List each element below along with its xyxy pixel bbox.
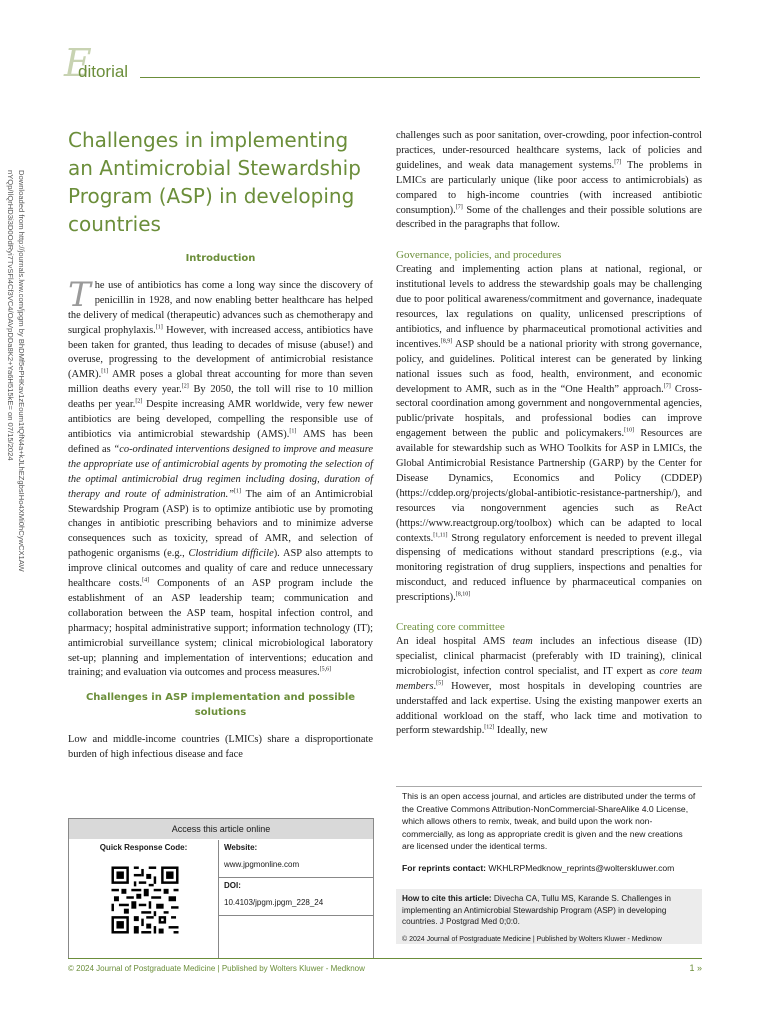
core-committee-paragraph [396,635,702,739]
open-access-text: This is an open access journal, and articles are distributed under the terms of the Creative Commons Attribution-NonCommercial-ShareAlike 4.0 License, which allows others to remix, tweak, and build upon the work non-commercially, as long as appropriate credit is given and the new creations are licensed under the identical terms. [402,791,696,852]
header-section-label: ditorial [78,62,129,81]
core-text-1: An ideal hospital AMS [396,636,513,647]
side-download-note [6,170,44,680]
ref-g1[interactable]: [8,9] [440,338,453,345]
intro-text-6: AMS has been defined as [68,428,373,455]
ref-7[interactable]: [4] [142,577,150,584]
ref-1[interactable]: [1] [155,324,163,331]
section-heading-introduction: Introduction [185,253,256,264]
right-column [396,129,702,739]
cont-text-2: The problems in LMICs are particularly unique (like poor access to antimicrobials) as compared to high-income countries (with increased antibiotic consumption). [396,159,702,216]
intro-text-4: By 2050, the toll will rise to 10 million deaths per year. [68,384,373,411]
qr-cell [69,840,219,958]
ref-k1[interactable]: [5] [436,680,444,687]
website-link[interactable]: www.jpgmonline.com [224,860,300,869]
challenges-paragraph: Low and middle-income countries (LMICs) share a disproportionate burden of high infectious disease and face [68,734,373,761]
footer-copyright: © 2024 Journal of Postgraduate Medicine | Published by Wolters Kluwer - Medknow [68,964,365,973]
ref-r2[interactable]: [7] [455,204,463,211]
ref-g3[interactable]: [10] [624,427,635,434]
ref-g5[interactable]: [8,10] [455,591,471,598]
organism-name: Clostridium difficile [188,548,274,560]
qr-label: Quick Response Code: [99,843,188,852]
core-members-term: core team members [396,665,703,692]
ref-3[interactable]: [2] [181,383,189,390]
footer-rule [68,958,702,959]
intro-text-2: However, with increased access, antibiotics have been taken for granted, thus leading to decades of misuse (abuse!) and overuse, progressing to the development of antimicrobial resistance (AMR). [68,324,373,381]
section-heading-challenges: Challenges in ASP implementation and possible solutions [85,692,356,719]
intro-text-9: Components of an ASP program include the establishment of an ASP leadership team; communication and collaboration between the ASP team, hospital infection control, and pharmacy; hospital administrative support; information technology (IT); antimicrobial surveillance system; clinical microbiological laboratory set-up; planning and implementation of interventions; education and training; and evaluation via outcomes and process measures. [68,578,373,679]
side-download-text: Downloaded from http://journals.lww.com/jpgm by BhDMf5ePHKav1zEoum1tQfN4a+kJLhEZgbsIHo4XMi0hCywCX1AW nYQp/IlQrHD3i3D0OdRyi7TvSFl4Cf3VC4/OAVpDDa8K2+Ya6H515kE= on 07/15/2024 [6,170,26,572]
citation-copyright: © 2024 Journal of Postgraduate Medicine | Published by Wolters Kluwer - Medknow [402,935,662,943]
citation-body: Divecha CA, Tullu MS, Karande S. Challenges in implementing an Antimicrobial Stewardship Program (ASP) in developing countries. J Postgrad Med 0;0:0. [402,894,671,926]
ref-g4[interactable]: [1,11] [433,532,448,539]
challenges-continued-paragraph [396,129,702,233]
citation-box [396,889,702,944]
header-initial-letter: E [64,41,92,85]
access-box-heading: Access this article online [69,819,373,839]
governance-paragraph [396,263,702,606]
ref-6[interactable]: [1] [233,488,241,495]
gov-text-5: Strong regulatory enforcement is needed to prevent illegal dispensing of medications without standard prescriptions (e.g., via monitoring registration of drug suppliers, inspections and penalties for misconduct, and reduced influence by pharmaceutical companies on prescriptions). [396,532,702,604]
website-label: Website: [224,843,258,852]
article-title: Challenges in implementing an Antimicrobial Stewardship Program (ASP) in developing countries [68,128,361,236]
doi-cell [219,878,373,916]
gov-text-4: Resources are available for stewardship such as WHO Toolkits for ASP in LMICs, the Global Antimicrobial Resistance Partnership (GARP) by the Center for Disease Dynamics, Economics and Policy (CDDEP) (https://cddep.org/projects/global-antibiotic-resistance-partnership/), and resources via nongovernment agencies such as ReAct (https://www.reactgroup.org/toolbox) which can be adapted to local contexts. [396,428,703,544]
open-access-notice [396,786,702,875]
reprints-label: For reprints contact: [402,862,487,873]
left-column [68,252,373,763]
intro-text-1: he use of antibiotics has come a long way since the discovery of penicillin in 1928, and now enabling better healthcare has helped the delivery of medical (therapeutic) advances such as chemotherapy and surgical prophylaxis. [68,279,373,336]
reprints-email[interactable]: WKHLRPMedknow_reprints@wolterskluwer.com [486,862,675,873]
intro-text-7: The aim of an Antimicrobial Stewardship Program (ASP) is to optimize antibiotic use by promoting changes in antibiotic prescribing behaviors and to minimize adverse consequences such as toxicity, spread of AMR, and selection of pathogenic organisms (e.g., [68,488,373,560]
core-text-3: . [433,680,437,692]
reprints-contact [396,853,702,875]
ref-r1[interactable]: [7] [614,159,622,166]
page-number: 1 » [689,963,702,973]
intro-text-5: Despite increasing AMR worldwide, very few newer antibiotics are being developed, compelling the responsible use of antibiotics via antimicrobial stewardship (AMS). [68,399,373,440]
intro-text-8: ). ASP also attempts to improve clinical outcomes and quality of care and reduce unnecessary healthcare costs. [68,548,374,590]
core-text-5: Ideally, new [494,725,548,737]
ams-definition: “co-ordinated interventions designed to improve and measure the appropriate use of antimicrobial agents by promoting the selection of the optimal antimicrobial drug regimen including dosing, duration of therapy and route of administration.” [68,443,373,500]
core-text-2: includes an infectious disease (ID) specialist, clinical pharmacist (preferably with ID training), clinical microbiologist, infection control specialist, and IT expert as [396,636,702,677]
cont-text-1: challenges such as poor sanitation, over-crowding, poor infection-control practices, under-resourced healthcare systems, lack of policies and guidelines, and weak data management systems. [396,130,702,171]
cont-text-3: Some of the challenges and their possible solutions are described in the paragraphs that follow. [396,204,702,231]
website-cell [219,840,373,878]
intro-text-3: AMR poses a global threat accounting for more than seven million deaths every year. [68,369,373,396]
doi-link[interactable]: 10.4103/jpgm.jpgm_228_24 [224,898,324,907]
intro-paragraph [68,274,374,681]
section-heading-core-committee: Creating core committee [396,621,505,634]
doi-label: DOI: [224,881,241,890]
ref-k2[interactable]: [12] [484,724,495,731]
core-text-4: However, most hospitals in developing countries are understaffed and lack expertise. Using the existing manpower exerts an additional workload on the staff, who lack time and motivation to perform stewardship. [396,680,702,737]
citation-label: How to cite this article: [402,894,492,903]
header-rule [140,77,700,78]
gov-text-1: Creating and implementing action plans at national, regional, or institutional levels to address the stewardship goals may be challenging due to poor political awareness/commitment and governance, inadequate resources, lax regulations on quality, unlicensed prescriptions of antibiotics, and influence by pharmaceutical promotional activities and incentives. [396,264,702,350]
ref-8[interactable]: [5,6] [319,667,332,673]
citation-text [396,889,702,928]
ref-5[interactable]: [1] [289,428,297,435]
gov-text-2: ASP should be a national priority with strong governance, policy, and guidelines. Political interest can be generated by linking national issues such as food, health, environment, and economic development to AMR, such as in the “One Health” approach. [396,338,702,395]
qr-code-icon[interactable] [109,864,181,936]
ref-2[interactable]: [1] [101,368,109,375]
gov-text-3: Cross-sectoral coordination among government and nongovernmental agencies, public/private hospitals, and professional bodies can improve engagement between the public and policymakers. [396,383,703,440]
drop-cap: T [68,274,91,315]
core-team-term: team [512,636,533,647]
section-heading-governance: Governance, policies, and procedures [396,249,562,262]
ref-g2[interactable]: [7] [663,383,671,390]
access-article-box [68,818,374,959]
ref-4[interactable]: [2] [135,398,143,405]
